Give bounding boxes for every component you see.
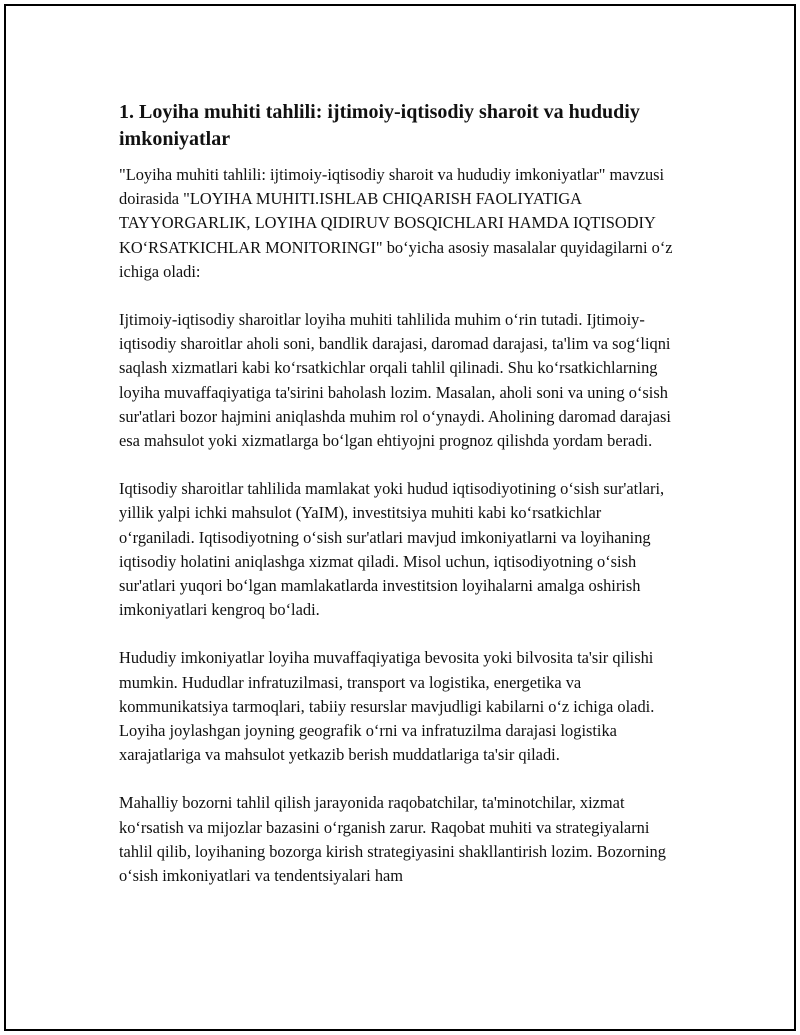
- paragraph-regional: Hududiy imkoniyatlar loyiha muvaffaqiyatiga bevosita yoki bilvosita ta'sir qilishi mumkin. Hududlar infratuzilmasi, transport va logistika, energetika va kommunikatsiya tarmoqlari, tabiiy resurslar mavjudligi kabilarni oʻz ichiga oladi. Loyiha joylashgan joyning geografik oʻrni va infratuzilma darajasi logistika xarajatlariga va mahsulot yetkazib berish muddatlariga ta'sir qiladi.: [119, 648, 655, 765]
- paragraph-economic: Iqtisodiy sharoitlar tahlilida mamlakat yoki hudud iqtisodiyotining oʻsish sur'atlari, yillik yalpi ichki mahsulot (YaIM), investitsiya muhiti kabi koʻrsatkichlar oʻrganiladi. Iqtisodiyotning oʻsish sur'atlari mavjud imkoniyatlarni va loyihaning iqtisodiy holatini aniqlashga xizmat qiladi. Misol uchun, iqtisodiyotning oʻsish sur'atlari yuqori boʻlgan mamlakatlarda investitsion loyihalarni amalga oshirish imkoniyatlari kengroq boʻladi.: [119, 479, 665, 620]
- paragraph-social-economic: Ijtimoiy-iqtisodiy sharoitlar loyiha muhiti tahlilida muhim oʻrin tutadi. Ijtimoiy-iqtisodiy sharoitlar aholi soni, bandlik darajasi, daromad darajasi, ta'lim va sogʻliqni saqlash xizmatlari kabi koʻrsatkichlar orqali tahlil qilinadi. Shu koʻrsatkichlarning loyiha muvaffaqiyatiga ta'sirini baholash lozim. Masalan, aholi soni va uning oʻsish sur'atlari bozor hajmini aniqlashda muhim rol oʻynaydi. Aholining daromad darajasi esa mahsulot yoki xizmatlarga boʻlgan ehtiyojni prognoz qilishda yordam beradi.: [119, 310, 671, 451]
- document-page: [4, 4, 796, 1031]
- paragraph-intro: "Loyiha muhiti tahlili: ijtimoiy-iqtisodiy sharoit va hududiy imkoniyatlar" mavzusi doirasida "LOYIHA MUHITI.ISHLAB CHIQARISH FAOLIYATIGA TAYYORGARLIK, LOYIHA QIDIRUV BOSQICHLARI HAMDA IQTISODIY KOʻRSATKICHLAR MONITORINGI" boʻyicha asosiy masalalar quyidagilarni oʻz ichiga oladi:: [119, 165, 673, 281]
- paragraph-local-market: Mahalliy bozorni tahlil qilish jarayonida raqobatchilar, ta'minotchilar, xizmat koʻrsatish va mijozlar bazasini oʻrganish zarur. Raqobat muhiti va strategiyalarni tahlil qilib, loyihaning bozorga kirish strategiyasini shakllantirish lozim. Bozorning oʻsish imkoniyatlari va tendentsiyalari ham: [119, 793, 666, 886]
- document-body: [119, 99, 674, 912]
- section-heading: 1. Loyiha muhiti tahlili: ijtimoiy-iqtisodiy sharoit va hududiy imkoniyatlar: [119, 101, 640, 150]
